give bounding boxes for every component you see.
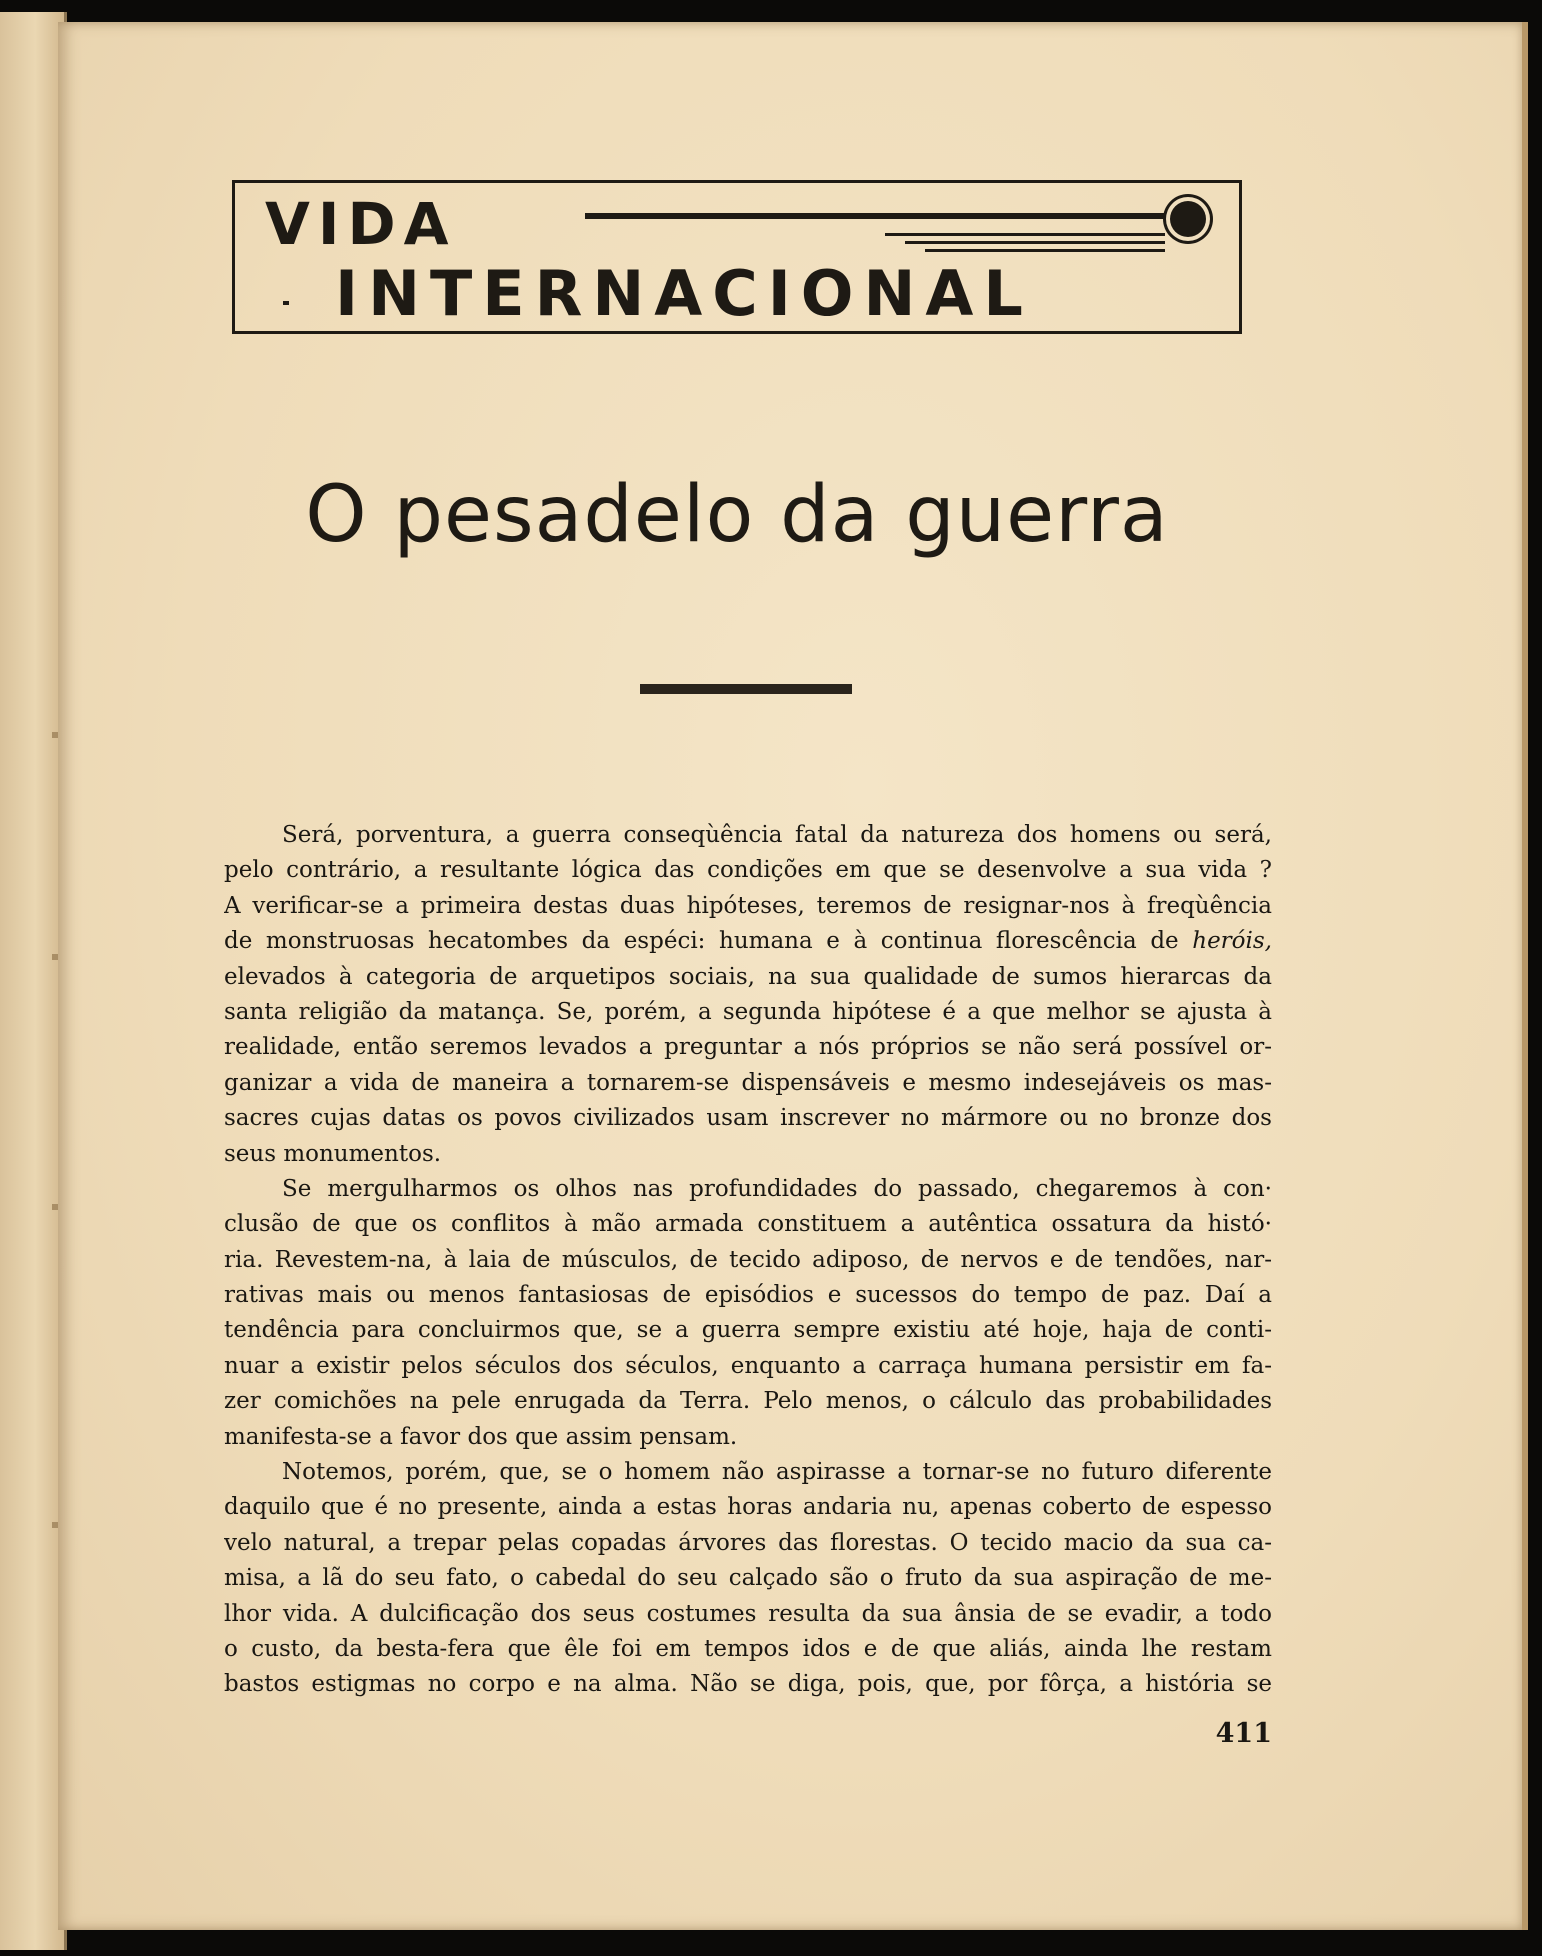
text-line: rativas mais ou menos fantasiosas de episódios e sucessos do tempo de paz. Daí a (224, 1282, 1272, 1309)
text-line: seus monumentos. (224, 1140, 442, 1167)
text-line: bastos estigmas no corpo e na alma. Não se diga, pois, que, por fôrça, a história se (224, 1671, 1272, 1698)
text-line: clusão de que os conflitos à mão armada constituem a autêntica ossatura da histó· (224, 1211, 1272, 1238)
text-line: velo natural, a trepar pelas copadas árvores das florestas. O tecido macio da sua ca- (224, 1529, 1272, 1556)
section-masthead (232, 180, 1242, 334)
title-rule (640, 684, 852, 694)
text-line: pelo contrário, a resultante lógica das condições em que se desenvolve a sua vida ? (224, 857, 1272, 884)
masthead-circle-icon (1170, 201, 1206, 237)
text-line: elevados à categoria de arquetipos sociais, na sua qualidade de sumos hierarcas da (224, 963, 1272, 990)
text-line: nuar a existir pelos séculos dos séculos, enquanto a carraça humana persistir em fa- (224, 1352, 1272, 1379)
text-line: A verificar-se a primeira destas duas hipóteses, teremos de resignar-nos à freqùência (224, 892, 1272, 919)
text-line: realidade, então seremos levados a preguntar a nós próprios se não será possível or- (224, 1034, 1272, 1061)
text-line: manifesta-se a favor dos que assim pensam. (224, 1423, 738, 1450)
text-line: santa religião da matança. Se, porém, a segunda hipótese é a que melhor se ajusta à (224, 998, 1272, 1025)
italic-word: heróis, (1192, 928, 1272, 955)
masthead-tick (283, 301, 289, 305)
text-line: lhor vida. A dulcificação dos seus costumes resulta da sua ânsia de se evadir, a todo (224, 1600, 1272, 1627)
text-line: misa, a lã do seu fato, o cabedal do seu calçado são o fruto da sua aspiração de me- (224, 1565, 1272, 1592)
text-line: Será, porventura, a guerra conseqùência fatal da natureza dos homens ou será, (282, 822, 1272, 848)
text-line: zer comichões na pele enrugada da Terra. Pelo menos, o cálculo das probabilidades (224, 1388, 1272, 1415)
text-line: o custo, da besta-fera que êle foi em tempos idos e de que aliás, ainda lhe restam (224, 1635, 1272, 1662)
text-fragment: de monstruosas hecatombes da espéci: humana e à continua florescência de (224, 928, 1179, 955)
text-line: sacres cujas datas os povos civilizados usam inscrever no mármore ou no bronze dos (224, 1105, 1272, 1132)
left-page-edge (0, 12, 67, 1950)
text-line: tendência para concluirmos que, se a guerra sempre existiu até hoje, haja de conti- (224, 1317, 1272, 1344)
masthead-lines-ornament (585, 203, 1185, 263)
masthead-word-internacional: INTERNACIONAL (335, 257, 1033, 330)
page-right-edge (1522, 22, 1528, 1930)
masthead-word-vida: VIDA (265, 190, 457, 258)
text-line: Notemos, porém, que, se o homem não aspirasse a tornar-se no futuro diferente (282, 1459, 1272, 1486)
article-title: O pesadelo da guerra (305, 470, 1169, 560)
text-line: ganizar a vida de maneira a tornarem-se dispensáveis e mesmo indesejáveis os mas- (224, 1069, 1272, 1096)
article-body (224, 818, 1272, 1703)
text-line: ria. Revestem-na, à laia de músculos, de tecido adiposo, de nervos e de tendões, nar- (224, 1246, 1272, 1273)
text-line: daquilo que é no presente, ainda a estas horas andaria nu, apenas coberto de espesso (224, 1494, 1272, 1521)
page-number: 411 (1215, 1718, 1272, 1749)
text-line: Se mergulharmos os olhos nas profundidades do passado, chegaremos à con· (282, 1175, 1272, 1202)
text-line-with-italic (224, 924, 1272, 959)
